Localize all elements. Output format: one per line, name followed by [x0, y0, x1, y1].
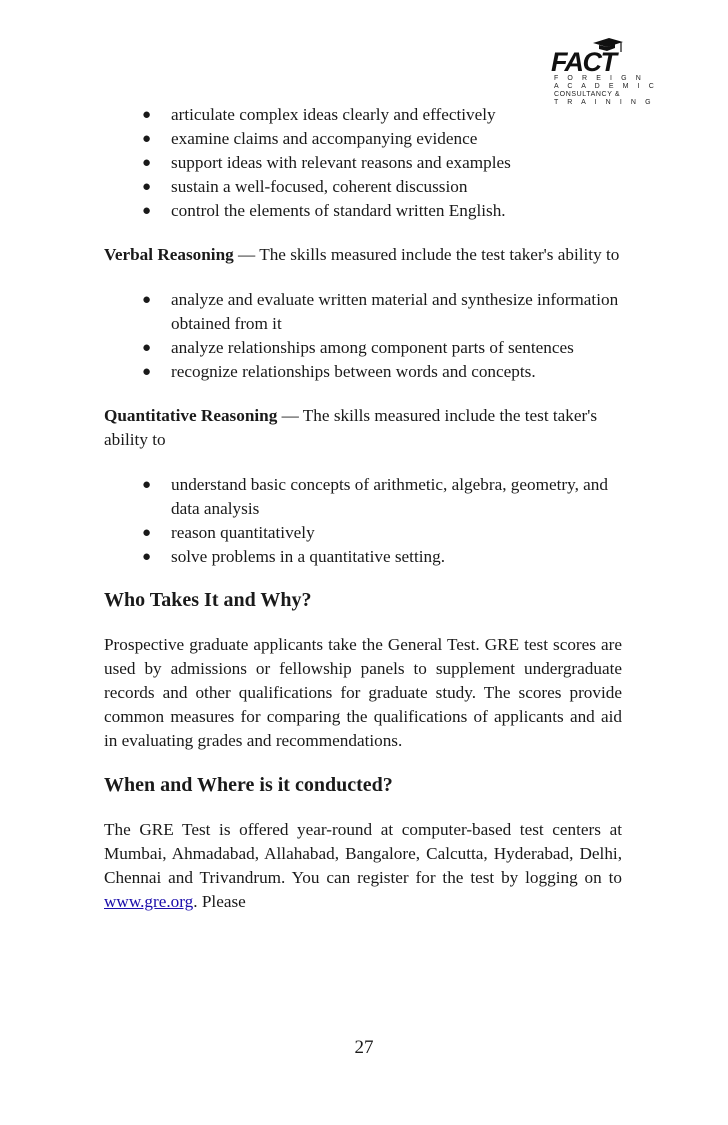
- quantitative-skills-list: [104, 473, 622, 569]
- list-item: ● recognize relationships between words and concepts.: [171, 360, 622, 384]
- when-where-body: The GRE Test is offered year-round at computer-based test centers at Mumbai, Ahmadabad, Allahabad, Bangalore, Calcutta, Hyderabad, Delhi, Chennai and Trivandrum. You can register for the test by logging on to www.gre.org. Please: [104, 820, 622, 911]
- who-takes-it-heading: Who Takes It and Why?: [104, 589, 312, 611]
- writing-skills-list: [104, 103, 622, 223]
- list-item: ● analyze relationships among component parts of sentences: [171, 336, 622, 360]
- verbal-reasoning-term: Verbal Reasoning: [104, 245, 234, 264]
- bullet-icon: ●: [142, 131, 152, 147]
- quantitative-reasoning-term: Quantitative Reasoning: [104, 406, 278, 425]
- bullet-icon: ●: [142, 525, 152, 541]
- list-item: ● sustain a well-focused, coherent discussion: [171, 175, 622, 199]
- page-number: 27: [354, 1037, 374, 1058]
- verbal-skills-list: [104, 288, 622, 384]
- list-item: ● understand basic concepts of arithmetic, algebra, geometry, and data analysis: [142, 475, 608, 518]
- list-item: ● solve problems in a quantitative setting.: [171, 545, 622, 569]
- logo-wordmark: FACT: [551, 47, 616, 74]
- list-item: ● support ideas with relevant reasons and examples: [171, 151, 622, 175]
- list-item: ● articulate complex ideas clearly and effectively: [171, 103, 622, 127]
- bullet-icon: ●: [142, 549, 152, 565]
- page-content: [104, 103, 622, 914]
- when-where-heading: When and Where is it conducted?: [104, 774, 393, 796]
- bullet-icon: ●: [142, 203, 152, 219]
- fact-logo-mark: [545, 38, 625, 74]
- bullet-icon: ●: [142, 364, 152, 380]
- quantitative-reasoning-intro: Quantitative Reasoning — The skills measured include the test taker's ability to: [104, 406, 598, 449]
- bullet-icon: ●: [142, 477, 152, 493]
- list-item: ● control the elements of standard written English.: [171, 199, 622, 223]
- logo-tagline: F O R E I G N A C A D E M I C CONSULTANCY & T R A I N I N G: [554, 75, 658, 106]
- bullet-icon: ●: [142, 155, 152, 171]
- bullet-icon: ●: [142, 179, 152, 195]
- who-takes-it-body: Prospective graduate applicants take the General Test. GRE test scores are used by admissions or fellowship panels to supplement undergraduate records and other qualifications for graduate study. The scores provide common measures for comparing the qualifications of applicants and aid in evaluating grades and recommendations.: [104, 635, 622, 750]
- bullet-icon: ●: [142, 340, 152, 356]
- list-item: ● analyze and evaluate written material and synthesize information obtained from it: [142, 290, 619, 333]
- bullet-icon: ●: [142, 292, 152, 308]
- list-item: ● reason quantitatively: [171, 521, 622, 545]
- list-item: ● examine claims and accompanying evidence: [171, 127, 622, 151]
- verbal-reasoning-intro: Verbal Reasoning — The skills measured include the test taker's ability to: [104, 245, 620, 264]
- bullet-icon: ●: [142, 107, 152, 123]
- gre-website-link[interactable]: www.gre.org: [104, 892, 194, 911]
- fact-logo: [545, 38, 658, 108]
